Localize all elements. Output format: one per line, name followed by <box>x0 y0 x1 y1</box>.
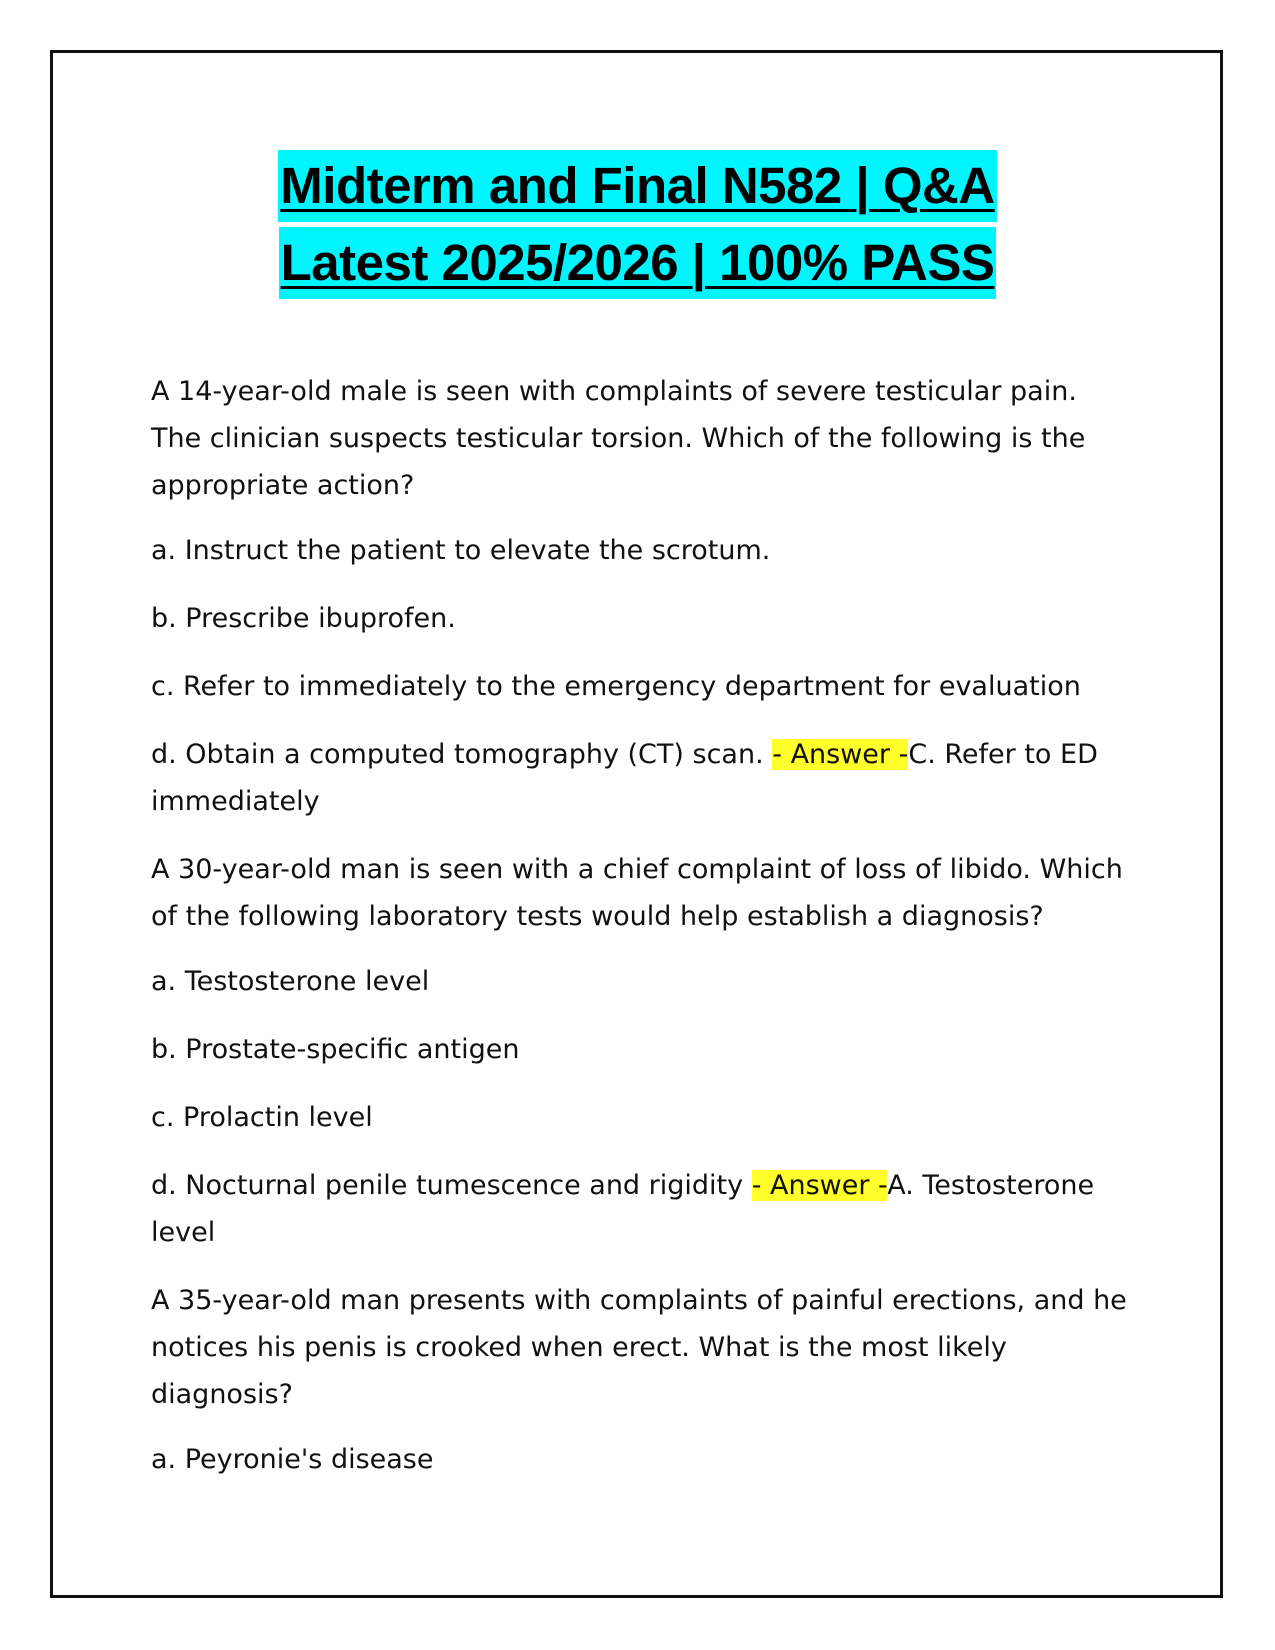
question-2-option-a: a. Testosterone level <box>151 966 430 997</box>
question-1-option-d <box>151 731 1131 825</box>
question-2-option-c: c. Prolactin level <box>151 1102 373 1133</box>
title-line-1: Midterm and Final N582 | Q&A <box>278 150 996 222</box>
question-2-option-d-text: d. Nocturnal penile tumescence and rigidity <box>151 1170 752 1201</box>
answer-marker-2: - Answer - <box>751 1170 888 1201</box>
question-1-option-a: a. Instruct the patient to elevate the scrotum. <box>151 535 771 566</box>
document-body <box>151 368 1131 1504</box>
question-1-option-d-text: d. Obtain a computed tomography (CT) scan. <box>151 739 773 770</box>
question-1-answer: C. Refer to ED immediately <box>151 739 1098 817</box>
question-2-answer: A. Testosterone level <box>151 1170 1095 1248</box>
question-2-option-b: b. Prostate-specific antigen <box>151 1034 520 1065</box>
question-stem-3: A 35-year-old man presents with complaints of painful erections, and he notices his penis is crooked when erect. What is the most likely diagnosis? <box>151 1285 1127 1410</box>
question-stem-1: A 14-year-old male is seen with complaints of severe testicular pain. The clinician suspects testicular torsion. Which of the following is the appropriate action? <box>151 376 1086 501</box>
question-stem-2: A 30-year-old man is seen with a chief complaint of loss of libido. Which of the following laboratory tests would help establish a diagnosis? <box>151 854 1123 932</box>
question-1-option-b: b. Prescribe ibuprofen. <box>151 603 456 634</box>
document-title <box>0 150 1275 304</box>
answer-marker-1: - Answer - <box>772 739 909 770</box>
question-2-option-d <box>151 1162 1131 1256</box>
question-1-option-c: c. Refer to immediately to the emergency department for evaluation <box>151 671 1081 702</box>
question-3-option-a: a. Peyronie's disease <box>151 1444 434 1475</box>
title-line-2: Latest 2025/2026 | 100% PASS <box>279 227 997 299</box>
